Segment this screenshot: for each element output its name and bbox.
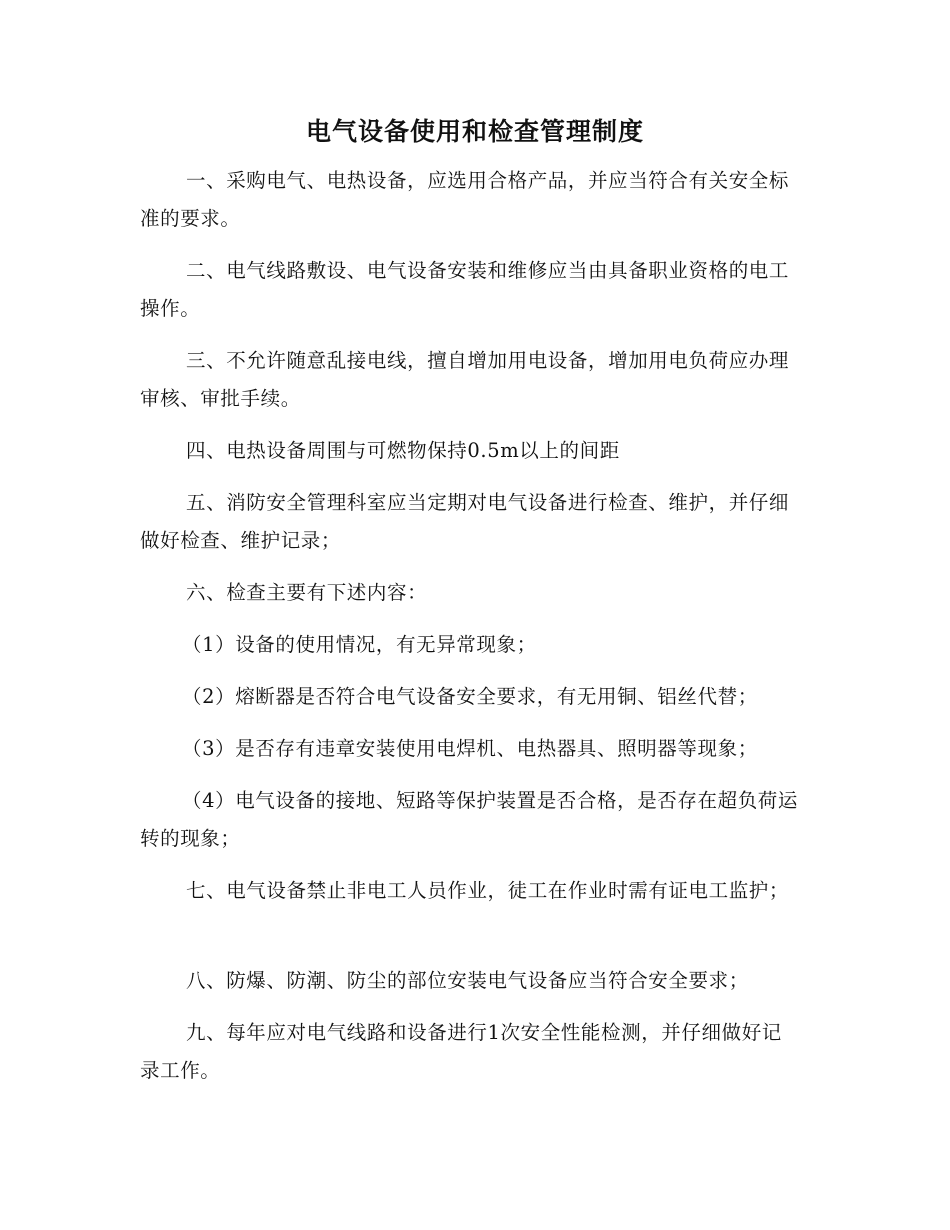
paragraph-8: 八、防爆、防潮、防尘的部位安装电气设备应当符合安全要求；: [186, 969, 749, 992]
paragraph-1: 一、采购电气、电热设备，应选用合格产品，并应当符合有关安全标准的要求。: [140, 169, 790, 230]
paragraph-2: 二、电气线路敷设、电气设备安装和维修应当由具备职业资格的电工操作。: [140, 259, 790, 320]
paragraph-6: 六、检查主要有下述内容：: [186, 581, 428, 604]
sub-item-3: （3）是否存有违章安装使用电焊机、电热器具、照明器等现象；: [182, 737, 758, 760]
sub-item-2: （2）熔断器是否符合电气设备安全要求，有无用铜、铝丝代替；: [182, 685, 758, 708]
paragraph-3: 三、不允许随意乱接电线，擅自增加用电设备，增加用电负荷应办理审核、审批手续。: [140, 349, 790, 410]
paragraph-5: 五、消防安全管理科室应当定期对电气设备进行检查、维护，并仔细做好检查、维护记录；: [140, 491, 790, 552]
paragraph-4: 四、电热设备周围与可燃物保持0.5m以上的间距: [186, 439, 620, 462]
paragraph-7: 七、电气设备禁止非电工人员作业，徒工在作业时需有证电工监护；: [186, 879, 790, 902]
sub-item-4: （4）电气设备的接地、短路等保护装置是否合格，是否存在超负荷运转的现象；: [140, 789, 799, 850]
sub-item-1: （1）设备的使用情况，有无异常现象；: [182, 633, 537, 656]
page-title: 电气设备使用和检查管理制度: [305, 117, 644, 146]
paragraph-9: 九、每年应对电气线路和设备进行1次安全性能检测，并仔细做好记录工作。: [140, 1021, 782, 1082]
